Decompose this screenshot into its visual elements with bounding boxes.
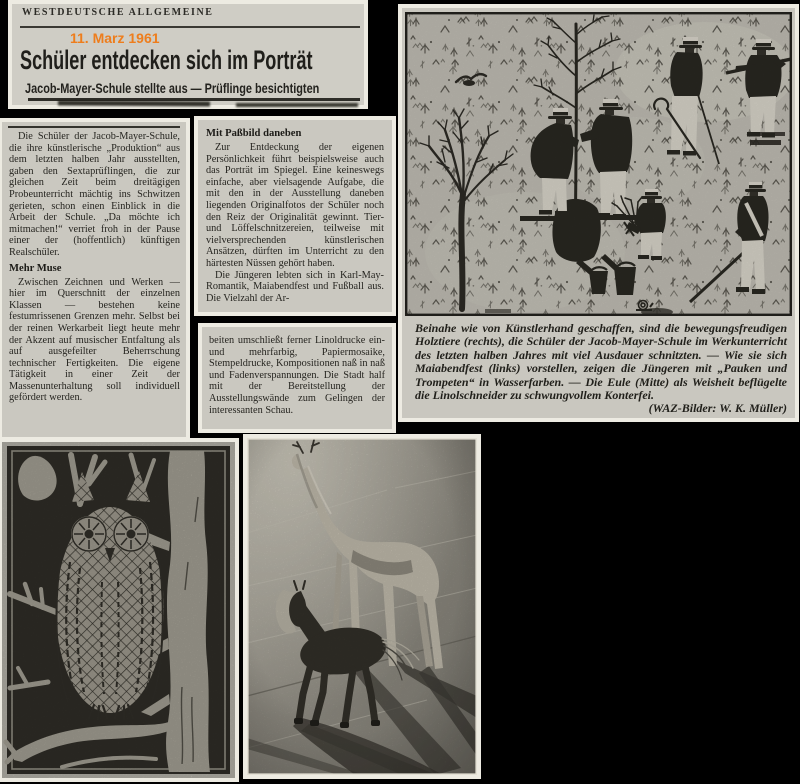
wooden-animals-illustration [247,438,477,775]
maiabendfest-watercolor [405,12,792,316]
masthead-rule [20,26,360,28]
article-column-2-continuation [202,327,392,429]
article-column-1 [2,122,186,437]
column-1-text [9,131,180,431]
torn-edge-smudge [58,100,210,106]
article-subheadline: Jacob-Mayer-Schule stellte aus — Prüflinge besichtigten [25,80,320,96]
photo-credit: (WAZ-Bilder: W. K. Müller) [648,401,787,416]
article-headline: Schüler entdecken sich im Porträt [20,45,313,75]
article-column-2 [198,120,392,312]
paragraph: Zwischen Zeichnen und Werken — hier im Querschnitt der einzelnen Klassen — bestehen keine festumrissenen Grenzen mehr. Selbst bei der reinen Werkarbeit liegt heute mehr der Akzent auf musischer Entfaltung als auf ausgefeilter Beherrschung technischer Fertigkeiten. Die eigene Tätigkeit in einer Zeit der Massenunterhaltung soll individuell gefördert werden. [9,276,180,404]
wooden-animals-photo [247,438,477,775]
photo-caption [415,322,787,416]
painting-clipping [402,8,795,418]
owl-linocut [2,442,235,778]
date-stamp: 11. Marz 1961 [70,30,160,46]
paragraph: Zur Entdeckung der eigenen Persönlichkeit führt beispielsweise auch das Porträt im Spiegel. Eine keineswegs einfache, aber vielsagende Aufgabe, die mit den in der Ausstellung daneben liegenden Originalfotos der Schüler noch den Reiz der Originalität gewinnt. Tier- und Löffelschnitzereien, teilweise mit vielversprechenden künstlerischen Ansätzen, dürften im Unterricht zu den härtesten Nüssen gehört haben. [206,142,384,269]
torn-edge-smudge [236,103,358,107]
newspaper-name: WESTDEUTSCHE ALLGEMEINE [22,7,214,18]
column-rule [8,126,180,128]
paragraph: beiten umschließt ferner Linoldrucke ein- und mehrfarbig, Papiermosaike, Stempeldrucke, Kompositionen naß in naß und Fadenverspannungen. Die Stadt half mit der Bereitstellung der Ausstellungswände zum Gelingen der interessanten Schau. [209,335,385,416]
column-2-text [206,124,384,308]
crosshead-passbild: Mit Paßbild daneben [206,128,302,139]
paragraph: Die Schüler der Jacob-Mayer-Schule, die ihre künstlerische „Produktion“ aus dem letzten halben Jahr ausstellten, gaben den Sextaprüflingen, die zur gleichen Zeit beim dreitägigen Probeunterricht mächtig ins Schwitzen gerieten, schon einen Einblick in die Arbeit der Schule. „Da möchte ich mitmachen!“ verriet froh in der Pause einer der (hoffentlich) künftigen Realschüler. [9,131,180,258]
masthead-clipping [12,4,364,105]
paragraph: Die Jüngeren lebten sich in Karl-May-Romantik, Maiabendfest und Fußball aus. Die Vielzahl der Ar- [206,269,384,304]
column-2-continuation-text [209,335,385,425]
caption-text: Beinahe wie von Künstlerhand geschaffen, sind die bewegungsfreudigen Holztiere (rechts), die Schüler der Jacob-Mayer-Schule im Werkunterricht des letzten halben Jahres mit viel Ausdauer schnitzten. — Wie sie sich Maiabendfest (links) vorstellen, zeigen die Jüngeren mit „Pauken und Trompeten“ in Wasserfarben. — Die Eule (Mitte) als Weisheit beflügelte die Linolschneider zu schwungvollem Konterfei. [415,321,787,403]
owl-linocut-clipping [2,442,235,778]
crosshead-mehr-muse: Mehr Muse [9,262,62,274]
